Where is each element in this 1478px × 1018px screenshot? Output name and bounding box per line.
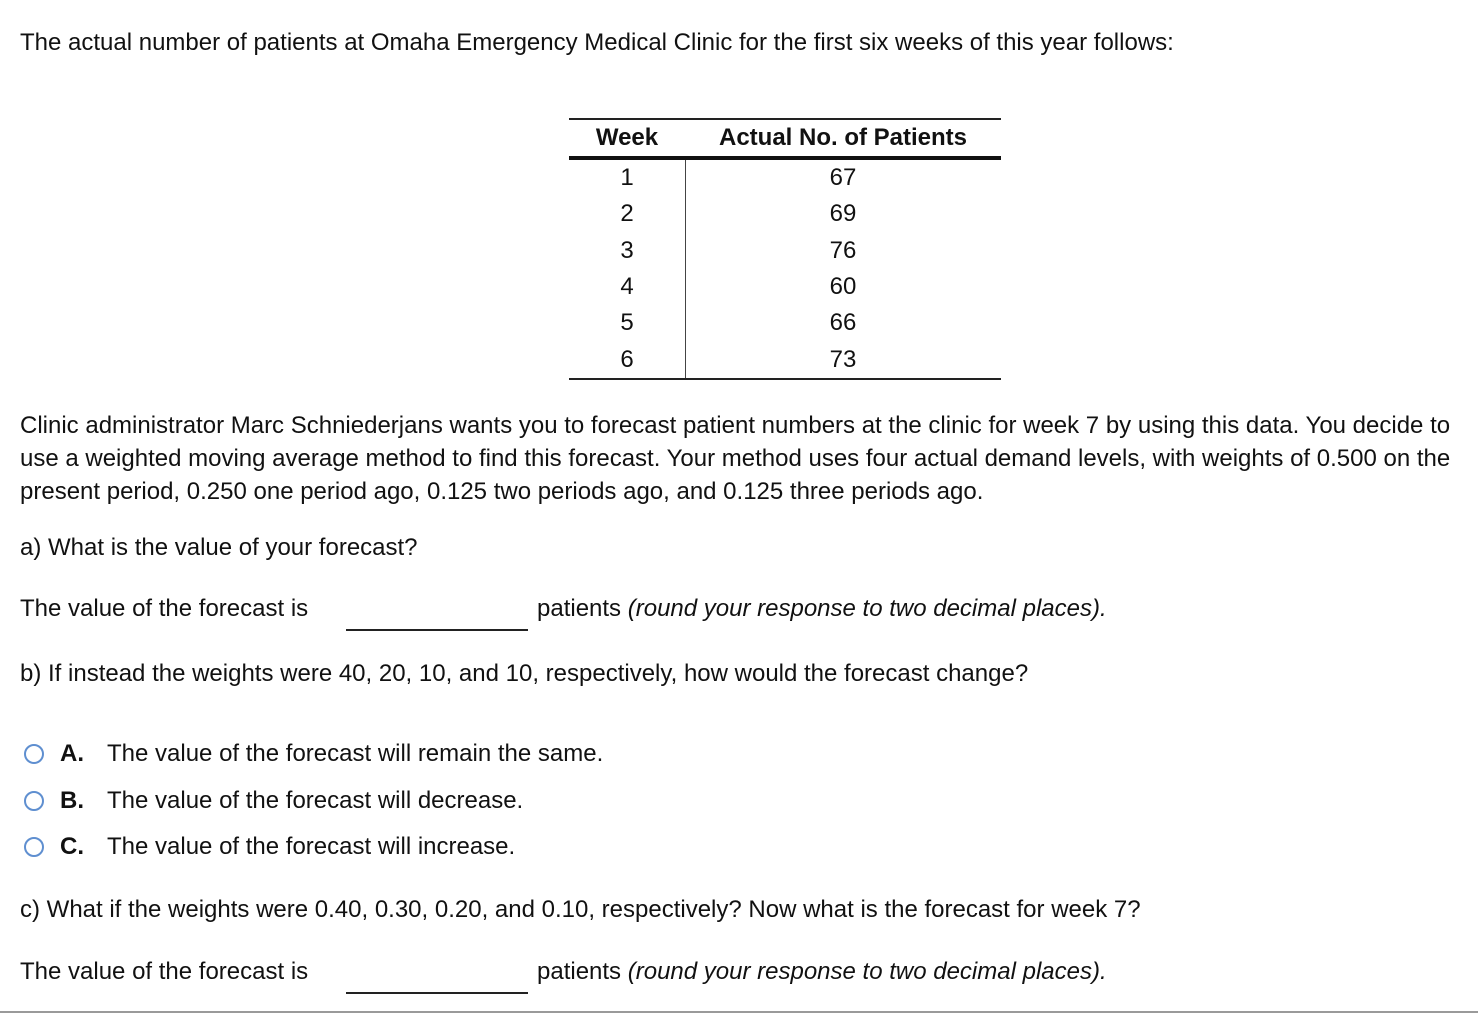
answer-a-input[interactable] (346, 629, 528, 631)
bottom-divider (0, 1011, 1478, 1013)
table-row (569, 233, 1001, 269)
patients-cell: 76 (829, 236, 857, 264)
option-c[interactable] (24, 833, 515, 861)
week-cell: 6 (620, 345, 634, 373)
question-b: b) If instead the weights were 40, 20, 10, and 10, respectively, how would the forecast change? (20, 660, 1029, 687)
radio-icon[interactable] (24, 837, 44, 857)
radio-icon[interactable] (24, 744, 44, 764)
answer-c-label: The value of the forecast is (20, 958, 309, 985)
patients-table (569, 118, 1001, 380)
option-a[interactable] (24, 740, 603, 768)
table-row (569, 341, 1001, 377)
week-cell: 5 (620, 309, 634, 337)
header-week: Week (595, 124, 659, 151)
patients-cell: 69 (829, 200, 857, 228)
table-row (569, 160, 1001, 196)
option-text: The value of the forecast will remain the same. (107, 740, 604, 767)
week-cell: 3 (620, 236, 634, 264)
week-cell: 1 (620, 164, 634, 192)
table-body (569, 160, 1001, 378)
question-a: a) What is the value of your forecast? (20, 534, 418, 561)
option-text: The value of the forecast will increase. (107, 833, 516, 860)
answer-c-unit: patients (537, 958, 622, 985)
week-cell: 2 (620, 200, 634, 228)
option-letter: C. (60, 833, 84, 860)
answer-c-input[interactable] (346, 992, 528, 994)
option-text: The value of the forecast will decrease. (107, 787, 524, 814)
option-letter: B. (60, 787, 84, 814)
option-letter: A. (60, 740, 84, 767)
radio-icon[interactable] (24, 791, 44, 811)
table-row (569, 196, 1001, 232)
table-bottom-rule (569, 378, 1001, 380)
problem-paragraph: Clinic administrator Marc Schniederjans wants you to forecast patient numbers at the clinic for week 7 by using this data. You decide to use a weighted moving average method to find this forecast. Your method uses four actual demand levels, with weights of 0.500 on the present period, 0.250 one period ago, 0.125 two periods ago, and 0.125 three periods ago. (20, 412, 1451, 505)
patients-cell: 67 (829, 164, 857, 192)
table-row (569, 269, 1001, 305)
answer-c-suffix (537, 958, 1107, 986)
answer-a-unit: patients (537, 595, 622, 622)
patients-cell: 73 (829, 345, 857, 373)
table-header-row (569, 120, 1001, 156)
table-column-divider (685, 160, 686, 378)
intro-text: The actual number of patients at Omaha Emergency Medical Clinic for the first six weeks of this year follows: (20, 29, 1174, 56)
header-patients: Actual No. of Patients (718, 124, 968, 151)
table-row (569, 305, 1001, 341)
week-cell: 4 (620, 273, 634, 301)
question-c: c) What if the weights were 0.40, 0.30, 0.20, and 0.10, respectively? Now what is the forecast for week 7? (20, 896, 1141, 923)
answer-a-hint: (round your response to two decimal places). (627, 595, 1107, 622)
patients-cell: 66 (829, 309, 857, 337)
answer-a-suffix (537, 595, 1107, 623)
option-b[interactable] (24, 787, 523, 815)
answer-c-hint: (round your response to two decimal places). (627, 958, 1107, 985)
answer-a-label: The value of the forecast is (20, 595, 309, 622)
patients-cell: 60 (829, 273, 857, 301)
